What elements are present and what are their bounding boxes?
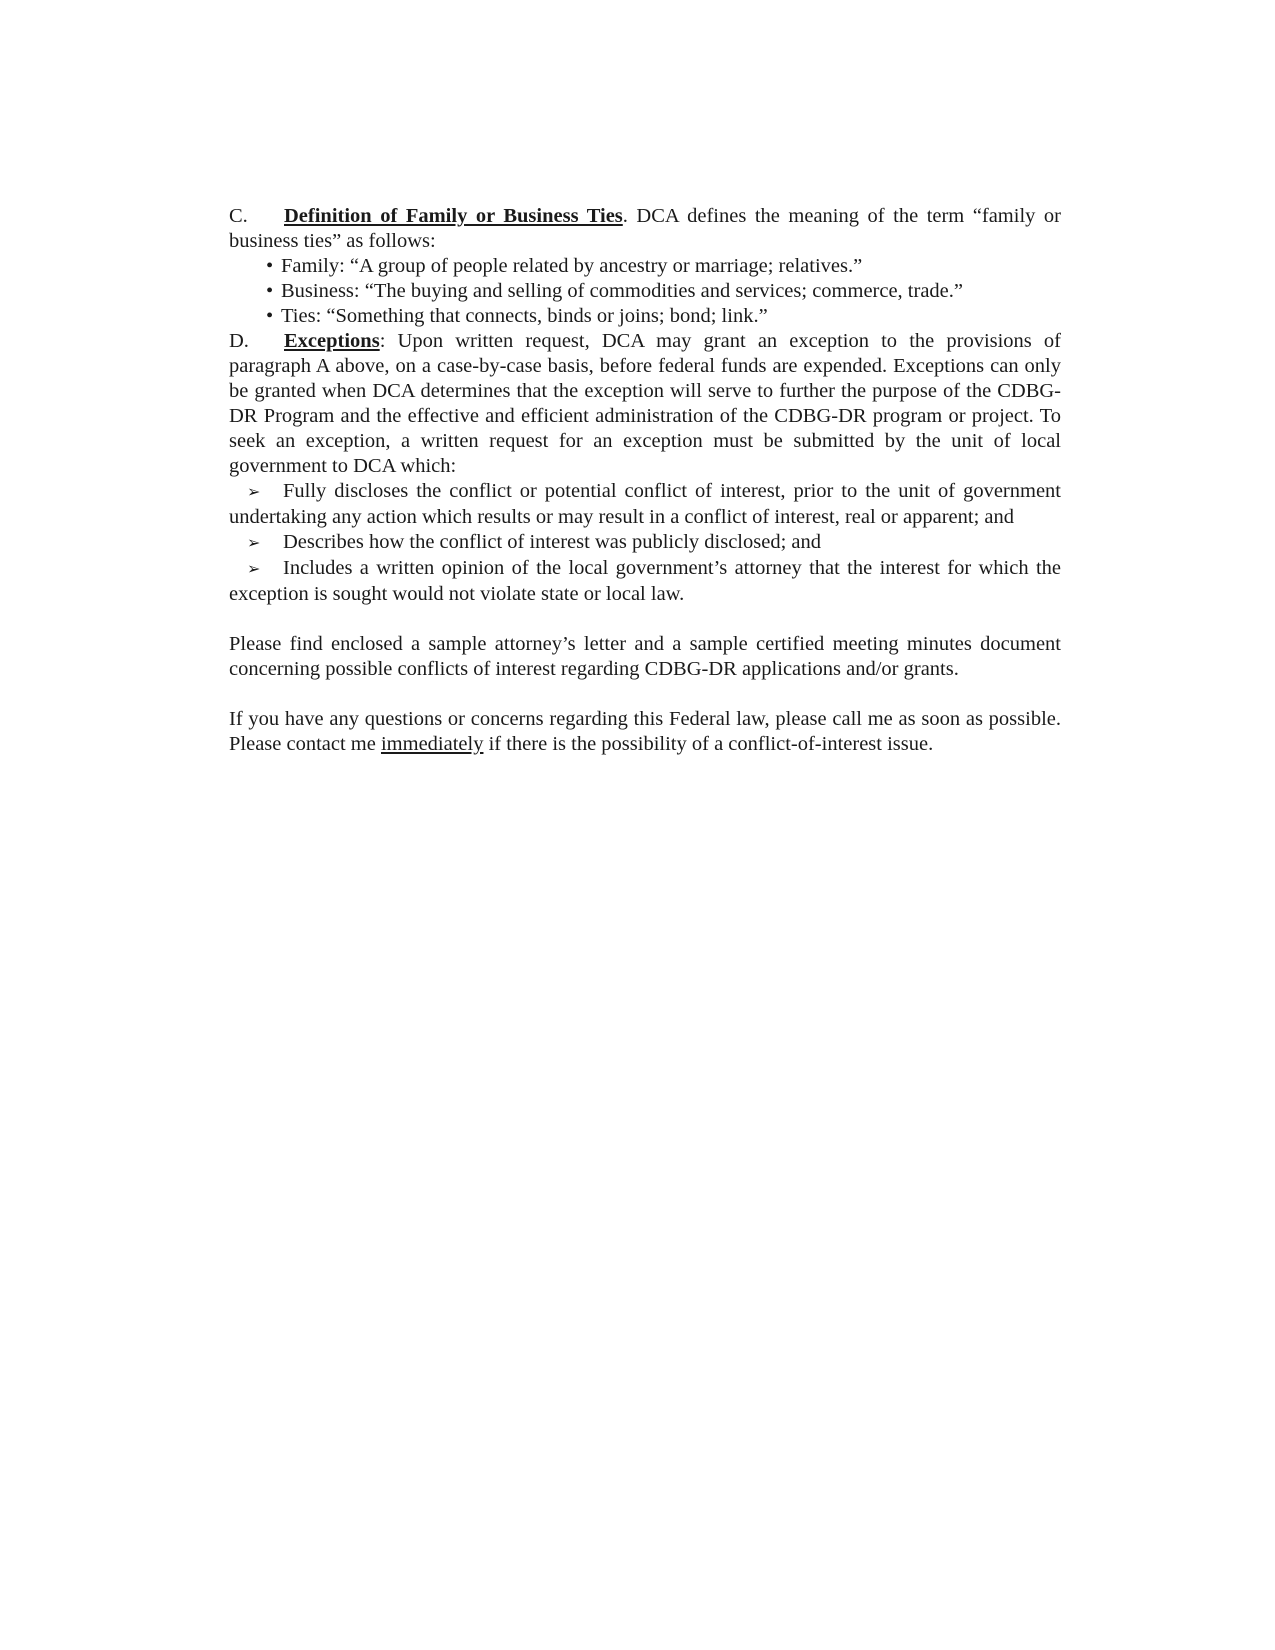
section-d-letter: D. — [229, 330, 249, 352]
closing-text-start: If you have any questions or concerns regarding this Federal law, please call me as soon as possible. Please contact me — [229, 708, 1061, 755]
requirement-text: Describes how the conflict of interest was publicly disclosed; and — [283, 531, 821, 553]
list-item — [266, 254, 1061, 279]
requirement-text: Includes a written opinion of the local government’s attorney that the interest for which the exception is sought would not violate state or local law. — [229, 557, 1061, 605]
enclosure-paragraph: Please find enclosed a sample attorney’s letter and a sample certified meeting minutes document concerning possible conflicts of interest regarding CDBG-DR applications and/or grants. — [229, 633, 1061, 680]
exception-requirement-item — [229, 556, 1061, 607]
exception-requirement-item — [229, 530, 1061, 556]
requirement-text: Fully discloses the conflict or potential conflict of interest, prior to the unit of government undertaking any action which results or may result in a conflict of interest, real or apparent; and — [229, 480, 1061, 528]
exception-requirement-item — [229, 479, 1061, 530]
closing-paragraph — [229, 707, 1061, 757]
paragraph-spacer — [229, 607, 1061, 632]
section-d-paragraph — [229, 329, 1061, 479]
definition-business: Business: “The buying and selling of commodities and services; commerce, trade.” — [281, 280, 964, 302]
section-c-intro: . DCA defines the meaning of the term “family or business ties” as follows: — [229, 205, 1061, 252]
definition-ties: Ties: “Something that connects, binds or joins; bond; link.” — [281, 305, 768, 327]
document-page — [229, 204, 1061, 757]
section-c-paragraph — [229, 204, 1061, 254]
section-c-letter: C. — [229, 205, 248, 227]
section-d-body: : Upon written request, DCA may grant an exception to the provisions of paragraph A above, on a case-by-case basis, before federal funds are expended. Exceptions can only be granted when DCA determines that the exception will serve to further the purpose of the CDBG-DR Program and the effective and efficient administration of the CDBG-DR program or project. To seek an exception, a written request for an exception must be submitted by the unit of local government to DCA which: — [229, 330, 1061, 477]
closing-emphasis: immediately — [380, 733, 484, 755]
arrow-bullet-icon: ➢ — [247, 561, 261, 578]
section-c-heading: Definition of Family or Business Ties — [284, 205, 623, 227]
bullet-icon: • — [266, 280, 274, 302]
arrow-bullet-icon: ➢ — [247, 484, 261, 501]
paragraph-spacer — [229, 682, 1061, 707]
bullet-icon: • — [266, 255, 274, 277]
bullet-icon: • — [266, 305, 274, 327]
section-d-heading: Exceptions — [284, 330, 380, 352]
list-item — [266, 304, 1061, 329]
list-item — [266, 279, 1061, 304]
ties-definition-list — [229, 254, 1061, 329]
closing-text-end: if there is the possibility of a conflict-of-interest issue. — [483, 733, 934, 755]
definition-family: Family: “A group of people related by ancestry or marriage; relatives.” — [281, 255, 863, 277]
arrow-bullet-icon: ➢ — [247, 535, 261, 552]
